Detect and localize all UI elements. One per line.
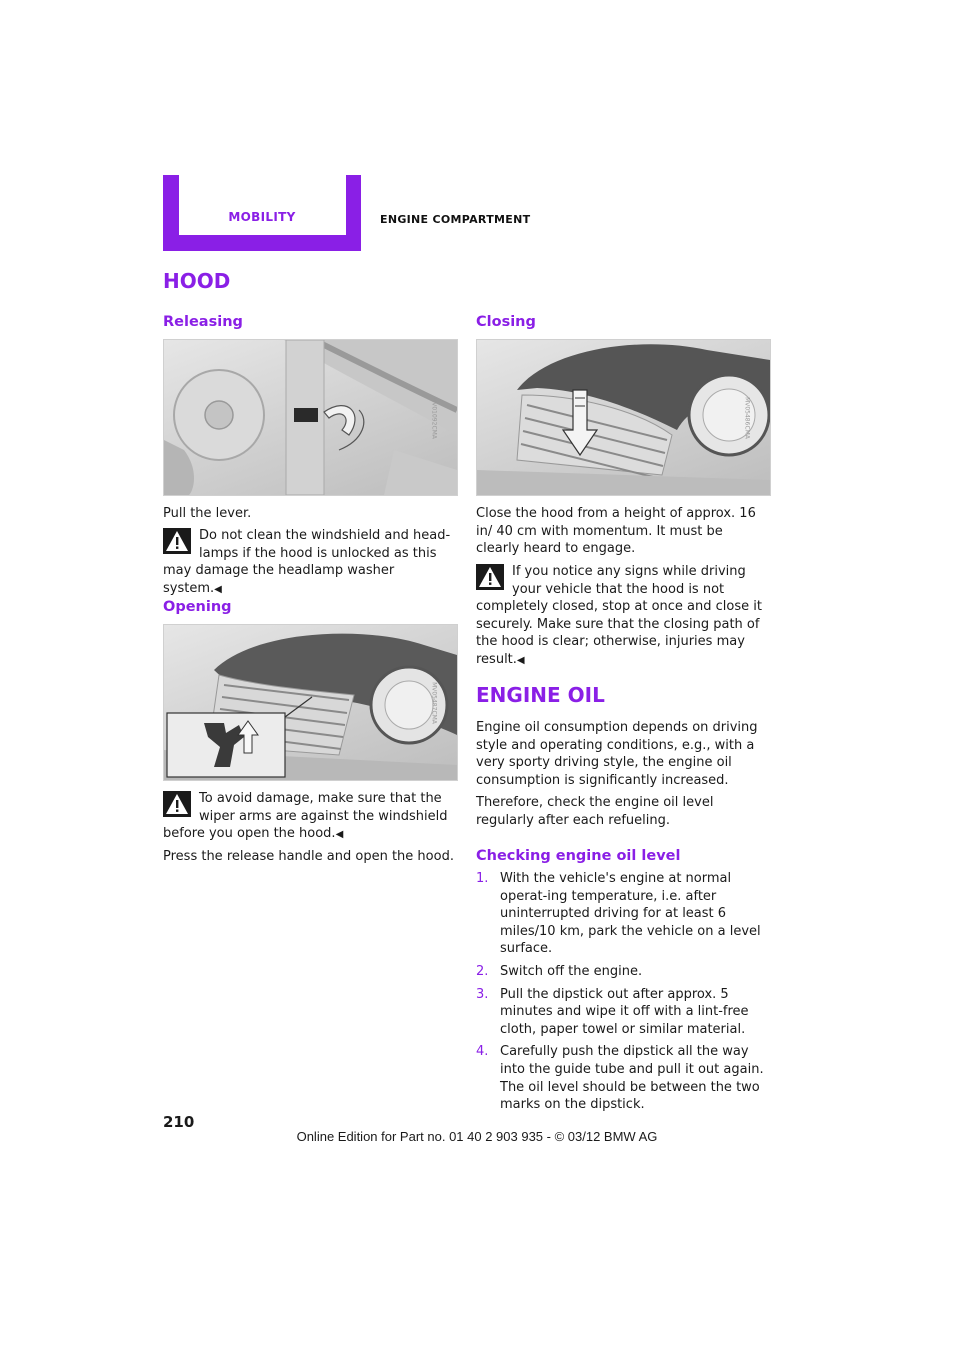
end-mark: ◀ [335, 829, 344, 841]
checking-oil-steps [476, 870, 769, 1119]
closing-warning [476, 563, 769, 670]
closing-warning-text: If you notice any signs while driving your vehicle that the hood is not completely closed, stop at once and close it securely. Make sure that the closing path of the hood is clear; otherwise, injuries may result. [476, 564, 762, 667]
releasing-heading: Releasing [163, 314, 243, 330]
hood-opening-illustration [164, 625, 457, 780]
releasing-figure [163, 339, 458, 496]
closing-figure [476, 339, 771, 496]
closing-instruction: Close the hood from a height of approx. 16 in/ 40 cm with momentum. It must be clearly heard to engage. [476, 506, 756, 557]
step-note: The oil level should be between the two marks on the dipstick. [500, 1079, 760, 1113]
releasing-warning [163, 527, 456, 598]
section-tab [163, 175, 361, 251]
opening-heading: Opening [163, 599, 232, 615]
list-item [476, 1043, 769, 1113]
running-head: ENGINE COMPARTMENT [380, 213, 531, 226]
list-item [476, 963, 769, 981]
hood-title: HOOD [163, 269, 231, 293]
end-mark: ◀ [516, 654, 525, 666]
engine-oil-para-1: Engine oil consumption depends on driving style and operating conditions, e.g., with a very sporty driving style, the engine oil consumption is significantly increased. [476, 720, 758, 788]
warning-icon [476, 564, 504, 590]
step-text: With the vehicle's engine at normal operat-ing temperature, i.e. after uninterrupted driving for at least 6 miles/10 km, park the vehicle on a level surface. [500, 871, 761, 957]
opening-figure [163, 624, 458, 781]
step-number: 2. [476, 963, 489, 979]
opening-warning [163, 790, 456, 844]
step-number: 4. [476, 1044, 489, 1060]
footer-edition: Online Edition for Part no. 01 40 2 903 935 - © 03/12 BMW AG [296, 1129, 658, 1144]
end-mark: ◀ [214, 583, 222, 595]
checking-oil-heading: Checking engine oil level [476, 848, 681, 864]
section-tab-label: MOBILITY [228, 210, 296, 224]
step-number: 3. [476, 986, 489, 1002]
hood-closing-illustration [477, 340, 770, 495]
releasing-instruction: Pull the lever. [163, 506, 252, 521]
figure-code: MV05487CMA [430, 681, 438, 724]
list-item [476, 870, 769, 958]
opening-instruction: Press the release handle and open the hood. [163, 849, 454, 864]
step-text: Switch off the engine. [500, 963, 643, 979]
closing-heading: Closing [476, 314, 536, 330]
list-item [476, 986, 769, 1039]
hood-release-lever-illustration [164, 340, 457, 495]
step-number: 1. [476, 871, 489, 886]
step-text: Pull the dipstick out after approx. 5 minutes and wipe it off with a lint-free cloth, paper towel or similar material. [500, 986, 749, 1037]
page-number: 210 [163, 1113, 195, 1131]
engine-oil-title: ENGINE OIL [476, 683, 605, 707]
releasing-warning-text: Do not clean the windshield and head-lamps if the hood is unlocked as this may damage the headlamp washer system. [163, 528, 451, 596]
warning-icon [163, 528, 191, 554]
warning-icon [163, 791, 191, 817]
engine-oil-para-2: Therefore, check the engine oil level regularly after each refueling. [476, 795, 714, 828]
opening-warning-text: To avoid damage, make sure that the wiper arms are against the windshield before you open the hood. [163, 791, 448, 842]
figure-code: MV01092CMA [430, 396, 438, 439]
figure-code: MV05486CMA [743, 396, 751, 439]
step-text: Carefully push the dipstick all the way into the guide tube and pull it out again. [500, 1044, 764, 1077]
